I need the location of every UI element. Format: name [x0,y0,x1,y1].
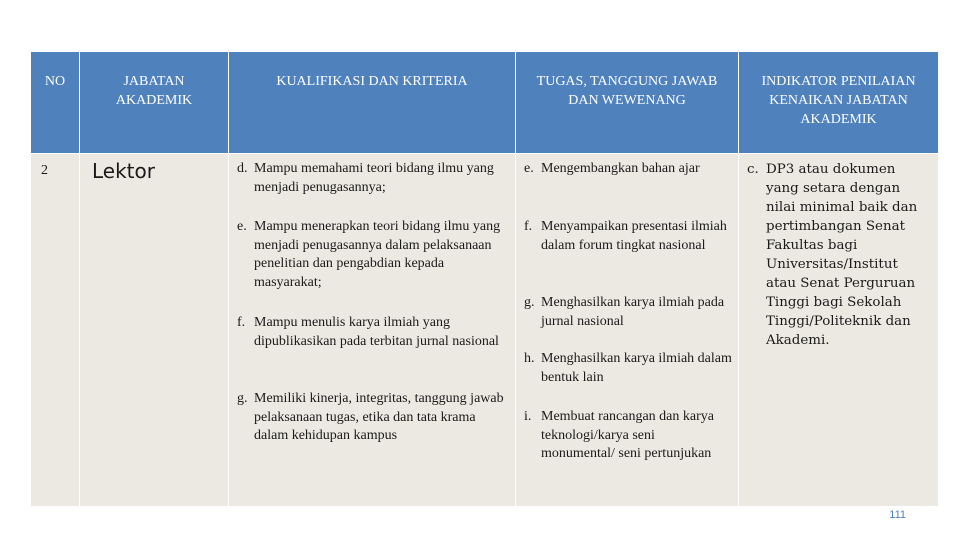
header-kualifikasi-label: KUALIFIKASI DAN KRITERIA [276,74,468,89]
header-no-label: NO [44,74,66,89]
item-marker: c. [747,162,759,177]
item-text: Menghasilkan karya ilmiah dalam bentuk lain [541,351,732,385]
item-marker: d. [237,161,248,176]
item-text: Mampu menerapkan teori bidang ilmu yang menjadi penugasannya dalam pelaksanaan penelitian dan pengabdian kepada masyarakat; [254,219,501,290]
header-indikator-label: INDIKATOR PENILAIAN KENAIKAN JABATAN AKADEMIK [761,74,916,127]
indikator-item [739,160,938,350]
item-marker: g. [237,391,248,406]
header-indikator [739,52,938,153]
item-marker: i. [524,409,532,424]
cell-indikator [739,154,938,506]
cell-kualifikasi [229,154,515,506]
cell-tugas [516,154,738,506]
header-no [31,52,79,153]
kualifikasi-item [229,160,515,197]
item-marker: g. [524,295,535,310]
tugas-item [516,408,738,464]
item-marker: h. [524,351,535,366]
item-text: DP3 atau dokumen yang setara dengan nilai minimal baik dan pertimbangan Senat Fakultas bagi Universitas/Institut atau Senat Perguruan Tinggi bagi Sekolah Tinggi/Politeknik dan Akademi. [766,162,918,348]
item-text: Membuat rancangan dan karya teknologi/karya seni monumental/ seni pertunjukan [541,409,714,461]
kualifikasi-item [229,218,515,292]
cell-no [31,154,79,506]
kualifikasi-item [229,314,515,351]
tugas-item [516,218,738,255]
header-kualifikasi [229,52,515,153]
header-jabatan-label: JABATAN AKADEMIK [115,74,193,108]
kualifikasi-item [229,390,515,446]
item-marker: e. [524,161,534,176]
item-marker: f. [237,315,246,330]
tugas-item [516,294,738,331]
item-text: Mampu memahami teori bidang ilmu yang menjadi penugasannya; [254,161,494,195]
tugas-item [516,160,738,179]
rank-name: Lektor [92,159,155,183]
page-number: 111 [889,509,906,521]
cell-jabatan [80,154,228,506]
item-text: Mampu menulis karya ilmiah yang dipublikasikan pada terbitan jurnal nasional [254,315,499,349]
header-jabatan [80,52,228,153]
item-text: Menyampaikan presentasi ilmiah dalam forum tingkat nasional [541,219,727,253]
tugas-item [516,350,738,387]
row-number: 2 [41,163,48,178]
header-tugas-label: TUGAS, TANGGUNG JAWAB DAN WEWENANG [536,74,718,108]
item-marker: e. [237,219,247,234]
header-tugas [516,52,738,153]
item-marker: f. [524,219,533,234]
item-text: Mengembangkan bahan ajar [541,161,700,176]
criteria-table [31,52,938,506]
item-text: Memiliki kinerja, integritas, tanggung jawab pelaksanaan tugas, etika dan tata krama dalam kehidupan kampus [254,391,504,443]
item-text: Menghasilkan karya ilmiah pada jurnal nasional [541,295,725,329]
